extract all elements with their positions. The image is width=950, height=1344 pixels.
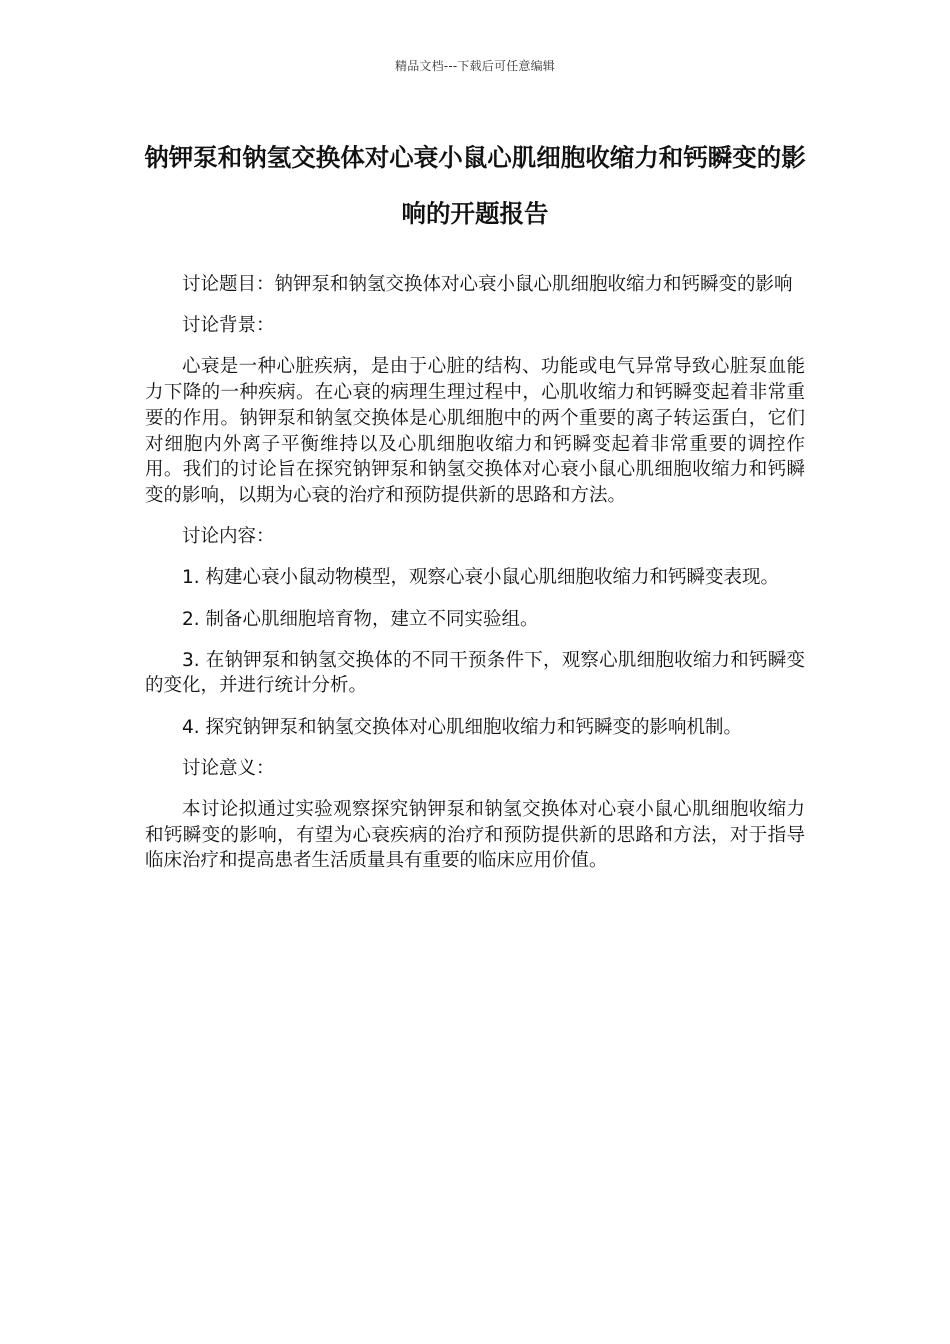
header-note: 精品文档---下载后可任意编辑 [395, 59, 555, 73]
document-title: 钠钾泵和钠氢交换体对心衰小鼠心肌细胞收缩力和钙瞬变的影响的开题报告 [144, 143, 806, 228]
heading-significance: 讨论意义： [182, 757, 275, 779]
paragraph-topic: 讨论题目：钠钾泵和钠氢交换体对心衰小鼠心肌细胞收缩力和钙瞬变的影响 [182, 274, 793, 295]
heading-background: 讨论背景： [182, 315, 275, 337]
paragraph-significance: 本讨论拟通过实验观察探究钠钾泵和钠氢交换体对心衰小鼠心肌细胞收缩力和钙瞬变的影响，有望为心衰疾病的治疗和预防提供新的思路和方法，对于指导临床治疗和提高患者生活质量具有重要的临床应用价值。 [145, 799, 805, 872]
list-item-3: 3. 在钠钾泵和钠氢交换体的不同干预条件下，观察心肌细胞收缩力和钙瞬变的变化，并进行统计分析。 [145, 649, 805, 697]
heading-content: 讨论内容： [182, 526, 275, 548]
document-body [145, 272, 805, 874]
paragraph-background: 心衰是一种心脏疾病，是由于心脏的结构、功能或电气异常导致心脏泵血能力下降的一种疾病。在心衰的病理生理过程中，心肌收缩力和钙瞬变起着非常重要的作用。钠钾泵和钠氢交换体是心肌细胞中的两个重要的离子转运蛋白，它们对细胞内外离子平衡维持以及心肌细胞收缩力和钙瞬变起着非常重要的调控作用。我们的讨论旨在探究钠钾泵和钠氢交换体对心衰小鼠心肌细胞收缩力和钙瞬变的影响，以期为心衰的治疗和预防提供新的思路和方法。 [145, 356, 805, 506]
list-item-4: 4. 探究钠钾泵和钠氢交换体对心肌细胞收缩力和钙瞬变的影响机制。 [182, 716, 743, 738]
list-item-1: 1. 构建心衰小鼠动物模型，观察心衰小鼠心肌细胞收缩力和钙瞬变表现。 [182, 567, 780, 589]
list-item-2: 2. 制备心肌细胞培育物，建立不同实验组。 [182, 608, 539, 630]
